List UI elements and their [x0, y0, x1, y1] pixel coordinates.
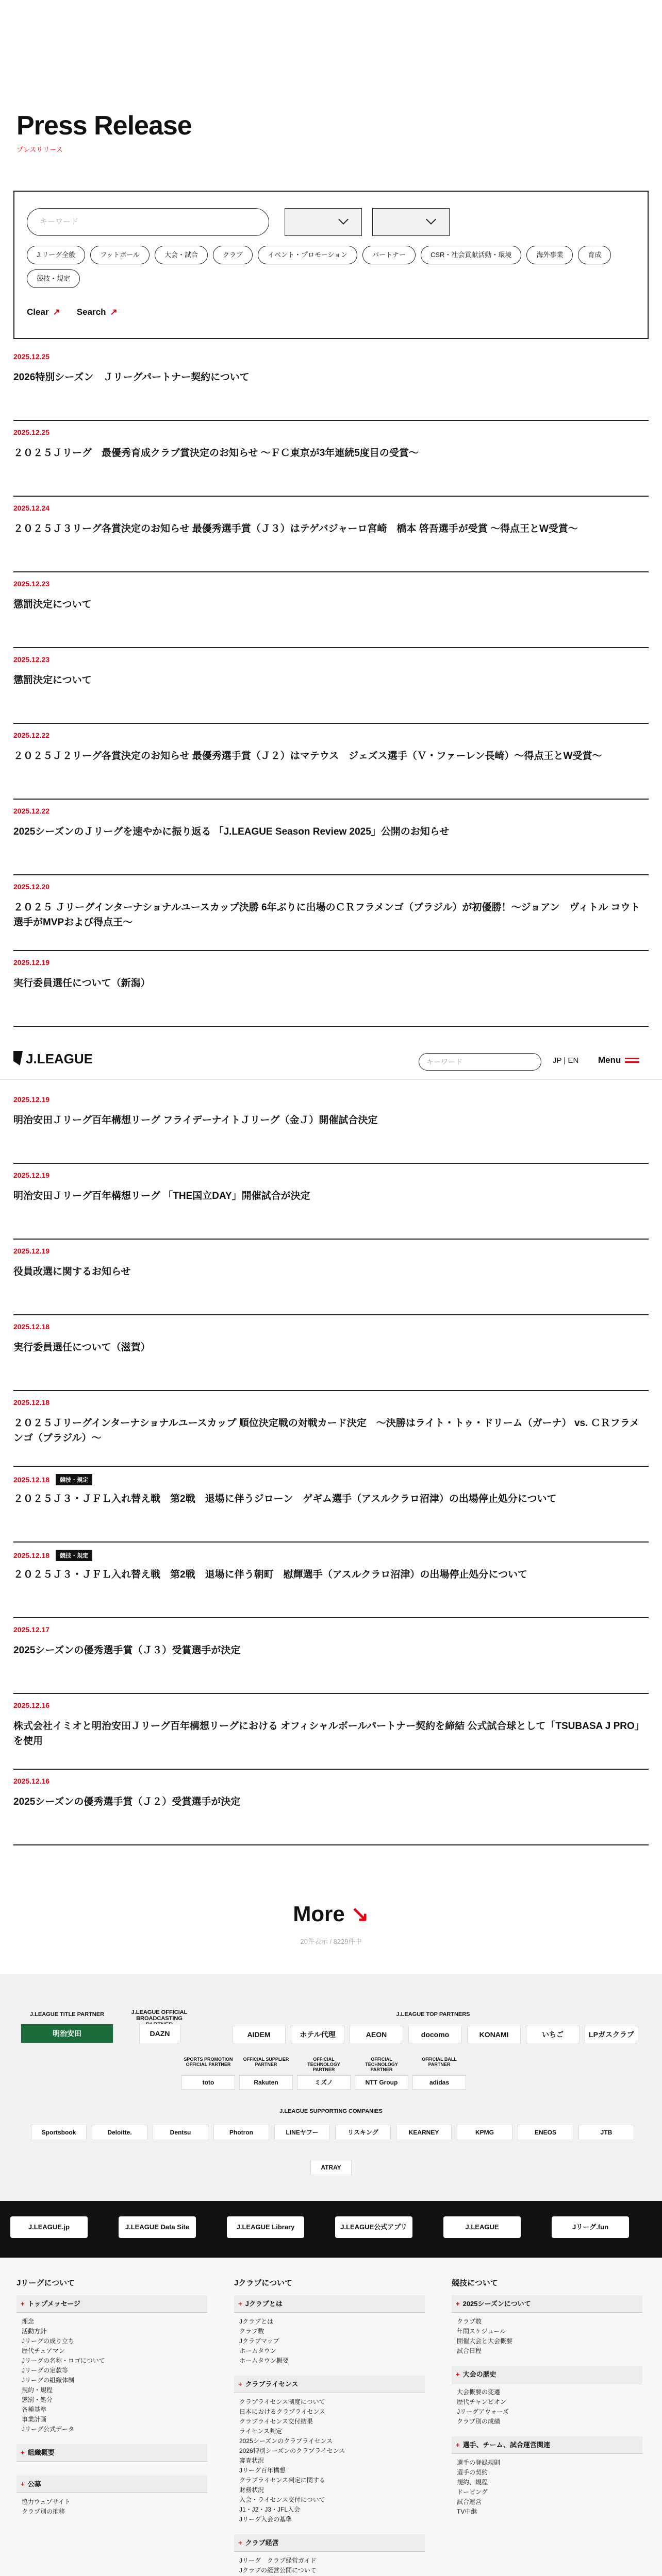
plus-icon: + [456, 2441, 460, 2449]
plus-icon: + [21, 2449, 25, 2456]
mid-partner-label: SPORTS PROMOTION OFFICIAL PARTNER [184, 2057, 233, 2067]
related-site-logo[interactable]: J.LEAGUE Data Site [119, 2216, 196, 2238]
news-item[interactable] [13, 724, 649, 800]
news-date-text: 2025.12.19 [13, 1247, 50, 1255]
news-date [13, 1171, 49, 1179]
mid-partner-logo[interactable]: adidas [412, 2075, 466, 2090]
related-sites [0, 2201, 662, 2258]
sitemap-category[interactable] [234, 2376, 425, 2393]
sitemap-link[interactable]: 試合日程 [457, 2347, 482, 2354]
tag-button[interactable]: CSR・社会貢献活動・環境 [421, 246, 521, 264]
mid-partner-logo[interactable]: toto [181, 2075, 235, 2090]
mid-partner-logo[interactable]: ミズノ [297, 2075, 351, 2090]
sitemap-heading[interactable]: Jクラブについて [234, 2279, 293, 2287]
supporting-logo[interactable]: Deloitte. [92, 2125, 147, 2140]
sitemap-link[interactable]: 年間スケジュール [457, 2328, 506, 2335]
title-partner-label: J.LEAGUE TITLE PARTNER [29, 2011, 105, 2018]
arrow-icon: ↗ [53, 307, 60, 317]
official-partner-label: J.LEAGUE OFFICIAL BROADCASTING [131, 2009, 188, 2022]
chevron-down-icon [426, 214, 436, 225]
plus-icon: + [456, 2300, 460, 2308]
supporting-logo[interactable]: Dentsu [153, 2125, 208, 2140]
hamburger-icon [625, 1058, 639, 1063]
sitemap-heading[interactable]: Jリーグについて [16, 2279, 75, 2287]
sitemap-link[interactable]: Jクラブの経営公開について [239, 2567, 317, 2574]
related-site-logo[interactable]: J.LEAGUE公式アプリ [335, 2216, 412, 2238]
news-headline[interactable]: 株式会社イミオと明治安田Ｊリーグ百年構想リーグにおける オフィシャルボールパートナー契約を締結 公式試合球として「TSUBASA J PRO」を使用 [13, 1721, 644, 1747]
mid-partner-label: OFFICIAL BALL PARTNER [422, 2057, 457, 2067]
extra-partner-logo[interactable]: ATRAY [310, 2160, 352, 2175]
news-date-text: 2025.12.18 [13, 1323, 50, 1331]
news-item[interactable] [13, 1467, 649, 1543]
sitemap-link[interactable]: 事業計画 [22, 2416, 47, 2423]
sitemap-link[interactable]: Jリーグ公式データ [22, 2426, 75, 2433]
sitemap-link[interactable]: 懲罰・処分 [22, 2396, 53, 2403]
supporting-label: J.LEAGUE SUPPORTING COMPANIES [279, 2108, 383, 2114]
news-headline[interactable]: ２０２５Ｊ２リーグ各賞決定のお知らせ 最優秀選手賞（Ｊ２）はマテウス ジェズス選手（Ｖ・ファーレン長崎）～得点王とW受賞～ [13, 751, 602, 761]
plus-icon: + [238, 2300, 242, 2308]
tag-button[interactable]: 競技・規定 [27, 269, 80, 288]
news-item[interactable] [13, 1543, 649, 1618]
news-date-text: 2025.12.25 [13, 352, 50, 361]
tag-button[interactable]: 育成 [578, 246, 611, 264]
sticky-header [0, 1039, 662, 1080]
news-date [13, 1474, 92, 1485]
news-headline[interactable]: ２０２５Ｊリーグ 最優秀育成クラブ賞決定のお知らせ ～ＦＣ東京が3年連続5度目の受賞～ [13, 448, 419, 459]
news-date-text: 2025.12.18 [13, 1551, 50, 1560]
sitemap-link[interactable]: 日本におけるクラブライセンス [239, 2408, 325, 2415]
sitemap-category[interactable] [452, 2366, 642, 2383]
top-partner-logo[interactable]: ホテル代理 [291, 2026, 344, 2043]
news-item[interactable] [13, 345, 649, 421]
news-date-text: 2025.12.22 [13, 807, 50, 815]
news-item[interactable] [13, 1315, 649, 1391]
news-headline[interactable]: 明治安田Ｊリーグ百年構想リーグ 「THE国立DAY」開催試合が決定 [13, 1191, 310, 1201]
supporting-logo[interactable]: JTB [578, 2125, 634, 2140]
tag-button[interactable]: フットボール [90, 246, 150, 264]
sitemap-category-label: 選手、チーム、試合運営関連 [462, 2441, 550, 2449]
sitemap-category[interactable] [16, 2476, 207, 2493]
keyword-input[interactable]: キーワード [27, 208, 269, 236]
news-date-text: 2025.12.23 [13, 580, 50, 588]
news-date [13, 1625, 49, 1634]
sitemap-category[interactable] [16, 2295, 207, 2313]
news-headline[interactable]: ２０２５Ｊ３・ＪＦＬ入れ替え戦 第2戦 退場に伴うジローン ゲギム選手（アスルクラロ沼津）の出場停止処分について [13, 1494, 557, 1504]
sitemap-link[interactable]: 大会概要の変遷 [457, 2388, 501, 2396]
sitemap-category-label: Jクラブとは [245, 2300, 283, 2308]
news-date [13, 1550, 92, 1561]
top-partner-logo[interactable]: LPガスクラブ [585, 2026, 638, 2043]
sitemap-link[interactable]: ドーピング [457, 2488, 488, 2496]
search-label: Search [76, 307, 106, 317]
tag-button[interactable]: 海外事業 [526, 246, 573, 264]
tag-list [27, 246, 635, 288]
sitemap-link[interactable]: 財務状況 [239, 2486, 264, 2494]
sitemap-link[interactable]: Jクラブとは [239, 2318, 274, 2325]
sitemap-category-label: トップメッセージ [27, 2300, 80, 2308]
tag-button[interactable]: パートナー [362, 246, 416, 264]
supporting-logo[interactable]: ENEOS [518, 2125, 573, 2140]
sitemap-link[interactable]: Jリーグアウォーズ [457, 2408, 509, 2415]
category-select[interactable] [285, 208, 362, 236]
top-partner-logo[interactable]: AIDEM [232, 2026, 286, 2043]
news-headline[interactable]: 2025シーズンのＪリーグを速やかに振り返る 「J.LEAGUE Season Review 2025」公開のお知らせ [13, 826, 450, 837]
news-date-text: 2025.12.19 [13, 958, 50, 967]
sitemap-link[interactable]: Jリーグの組織体制 [22, 2377, 75, 2384]
sitemap-link[interactable]: 協力ウェブサイト [22, 2498, 71, 2505]
news-date-text: 2025.12.16 [13, 1701, 50, 1709]
more-button[interactable] [0, 1901, 662, 1926]
sitemap-link[interactable]: 2025シーズンのクラブライセンス [239, 2437, 333, 2445]
sitemap-category-label: 公募 [27, 2480, 41, 2488]
page-title: Press Release [16, 111, 192, 141]
sitemap-link[interactable]: 選手の契約 [457, 2469, 488, 2476]
related-site-logo[interactable]: J.LEAGUE [443, 2216, 521, 2238]
news-date [13, 883, 49, 891]
category-badge: 競技・規定 [56, 1474, 92, 1485]
top-partner-logo[interactable]: KONAMI [467, 2026, 521, 2043]
news-item[interactable] [13, 421, 649, 497]
news-date [13, 1247, 49, 1255]
sitemap-link[interactable]: クラブ別の成績 [457, 2418, 501, 2425]
plus-icon: + [238, 2380, 242, 2388]
sitemap-link[interactable]: 各種基準 [22, 2406, 47, 2413]
sitemap-category[interactable] [452, 2436, 642, 2454]
news-date-text: 2025.12.16 [13, 1777, 50, 1785]
sitemap-link[interactable]: ホームタウン概要 [239, 2357, 289, 2364]
sitemap-category-label: クラブライセンス [245, 2380, 299, 2388]
sitemap-link[interactable]: クラブ数 [239, 2328, 264, 2335]
mid-partner-label: OFFICIAL SUPPLIER PARTNER [243, 2057, 289, 2067]
top-partner-logo[interactable]: いちご [526, 2026, 580, 2043]
sitemap-link[interactable]: 歴代チェアマン [22, 2347, 65, 2354]
sitemap-heading[interactable]: 競技について [452, 2279, 498, 2287]
sitemap-link[interactable]: 規約・規程 [22, 2386, 53, 2394]
news-date [13, 1701, 49, 1709]
tag-button[interactable]: J.リーグ全般 [27, 246, 85, 264]
news-date [13, 504, 49, 512]
news-headline[interactable]: 明治安田Ｊリーグ百年構想リーグ フライデーナイトＪリーグ（金Ｊ）開催試合決定 [13, 1115, 378, 1126]
news-date [13, 1323, 49, 1331]
mid-partner-logo[interactable]: Rakuten [239, 2075, 293, 2090]
top-partner-logo[interactable]: docomo [408, 2026, 462, 2043]
sitemap-link[interactable]: Jリーグ百年構想 [239, 2467, 286, 2474]
sitemap-link[interactable]: Jリーグ クラブ経営ガイド [239, 2557, 317, 2564]
sitemap-category-label: 大会の歴史 [462, 2370, 496, 2378]
news-headline[interactable]: 2025シーズンの優秀選手賞（Ｊ２）受賞選手が決定 [13, 1797, 241, 1807]
news-date-text: 2025.12.18 [13, 1398, 50, 1406]
sitemap-link[interactable]: J1・J2・J3・JFL入会 [239, 2506, 301, 2513]
sitemap-link[interactable]: クラブライセンス判定に関する [239, 2477, 325, 2484]
related-site-logo[interactable]: Jリーグ.fun [552, 2216, 629, 2238]
clear-button[interactable] [27, 307, 60, 317]
sitemap-link[interactable]: クラブライセンス制度について [239, 2398, 325, 2405]
sitemap-category[interactable] [452, 2295, 642, 2313]
sitemap-link[interactable]: Jリーグの成り立ち [22, 2337, 75, 2345]
news-date [13, 428, 49, 436]
menu-label: Menu [598, 1055, 621, 1065]
plus-icon: + [456, 2370, 460, 2378]
supporting-logo[interactable]: Sportsbook [31, 2125, 87, 2140]
sitemap-link[interactable]: 規約、規程 [457, 2479, 488, 2486]
sitemap-category[interactable] [234, 2534, 425, 2552]
sitemap-link[interactable]: ホームタウン [239, 2347, 277, 2354]
tag-button[interactable]: クラブ [213, 246, 253, 264]
tag-button[interactable]: 大会・試合 [155, 246, 208, 264]
news-date [13, 352, 49, 361]
jleague-logo[interactable] [13, 1051, 93, 1067]
header-search-input[interactable]: キーワード [419, 1053, 541, 1071]
plus-icon: + [238, 2539, 242, 2547]
news-headline[interactable]: 2026特別シーズン Ｊリーグパートナー契約について [13, 372, 250, 383]
news-date-text: 2025.12.19 [13, 1171, 50, 1179]
related-site-logo[interactable]: J.LEAGUE Library [227, 2216, 304, 2238]
arrow-icon: ↘ [351, 1902, 369, 1926]
official-partner-logo[interactable]: DAZN [139, 2024, 180, 2043]
top-partner-logo[interactable]: AEON [350, 2026, 403, 2043]
news-date [13, 731, 49, 739]
supporting-logo[interactable]: LINEヤフー [274, 2125, 330, 2140]
news-item[interactable] [13, 1240, 649, 1315]
news-item[interactable] [13, 1694, 649, 1770]
sitemap-category-label: 組織概要 [27, 2449, 55, 2456]
news-date [13, 580, 49, 588]
mid-partner-label: OFFICIAL TECHNOLOGY PARTNER [307, 2057, 340, 2072]
sitemap-link[interactable]: Jクラブマップ [239, 2337, 279, 2345]
sitemap-link[interactable]: 歴代チャンピオン [457, 2398, 506, 2405]
news-item[interactable] [13, 800, 649, 875]
language-switch[interactable]: JP | EN [553, 1056, 579, 1065]
sitemap [0, 2258, 662, 2576]
news-item[interactable] [13, 1088, 649, 1164]
news-item[interactable] [13, 1391, 649, 1467]
sitemap-link[interactable]: 試合運営 [457, 2498, 482, 2505]
news-date [13, 655, 49, 664]
sitemap-category[interactable] [16, 2444, 207, 2462]
news-date-text: 2025.12.19 [13, 1095, 50, 1104]
news-headline[interactable]: ２０２５Ｊリーグインターナショナルユースカップ 順位決定戦の対戦カード決定 ～決勝はライト・トゥ・ドリーム（ガーナ） vs. ＣＲフラメンゴ（ブラジル）～ [13, 1418, 640, 1444]
news-headline[interactable]: 役員改選に関するお知らせ [13, 1266, 131, 1277]
news-item[interactable] [13, 951, 649, 1027]
chevron-down-icon [338, 214, 349, 225]
more-label: More [293, 1902, 345, 1926]
sitemap-category[interactable] [234, 2295, 425, 2313]
sitemap-link[interactable]: 審査状況 [239, 2457, 264, 2464]
news-date [13, 1398, 49, 1406]
category-badge: 競技・規定 [56, 1550, 92, 1561]
news-date-text: 2025.12.18 [13, 1476, 50, 1484]
supporting-logo[interactable]: リスキング [335, 2125, 391, 2140]
news-headline[interactable]: 実行委員選任について（新潟） [13, 978, 151, 989]
news-date-text: 2025.12.22 [13, 731, 50, 739]
plus-icon: + [21, 2480, 25, 2488]
sitemap-link[interactable]: 理念 [22, 2318, 35, 2325]
news-date [13, 807, 49, 815]
logo-mark-icon [13, 1051, 23, 1065]
search-button[interactable] [77, 307, 118, 317]
news-item[interactable] [13, 648, 649, 724]
news-headline[interactable]: ２０２５Ｊ３・ＪＦＬ入れ替え戦 第2戦 退場に伴う朝町 慰輝選手（アスルクラロ沼津）の出場停止処分について [13, 1569, 528, 1580]
sitemap-link[interactable]: 選手の登録規則 [457, 2459, 501, 2466]
news-date-text: 2025.12.20 [13, 883, 50, 891]
sitemap-link[interactable]: クラブライセンス交付結果 [239, 2418, 313, 2425]
news-headline[interactable]: 懲罰決定について [13, 599, 92, 610]
news-date-text: 2025.12.17 [13, 1625, 50, 1634]
tag-button[interactable]: イベント・プロモーション [258, 246, 357, 264]
title-partner-logo[interactable]: 明治安田 [21, 2024, 113, 2043]
news-item[interactable] [13, 1618, 649, 1694]
news-item[interactable] [13, 497, 649, 572]
arrow-icon: ↗ [110, 307, 118, 317]
year-select[interactable] [372, 208, 450, 236]
news-date-text: 2025.12.25 [13, 428, 50, 436]
news-headline[interactable]: 懲罰決定について [13, 675, 92, 686]
clear-label: Clear [27, 307, 49, 317]
news-date-text: 2025.12.24 [13, 504, 50, 512]
news-item[interactable] [13, 1164, 649, 1240]
news-item[interactable] [13, 572, 649, 648]
partners-section [0, 1974, 662, 2201]
sitemap-link[interactable]: ライセンス判定 [239, 2428, 282, 2435]
news-item[interactable] [13, 875, 649, 951]
news-headline[interactable]: 2025シーズンの優秀選手賞（Ｊ３）受賞選手が決定 [13, 1645, 241, 1656]
related-site-logo[interactable]: J.LEAGUE.jp [10, 2216, 88, 2238]
mid-partner-label: OFFICIAL TECHNOLOGY PARTNER [365, 2057, 398, 2072]
news-headline[interactable]: ２０２５Ｊ３リーグ各賞決定のお知らせ 最優秀選手賞（Ｊ３）はテゲバジャーロ宮崎 橋本 啓吾選手が受賞 ～得点王とW受賞～ [13, 523, 578, 534]
sitemap-link[interactable]: TV中継 [457, 2508, 477, 2515]
news-headline[interactable]: 実行委員選任について（滋賀） [13, 1342, 151, 1353]
supporting-logo[interactable]: Photron [213, 2125, 269, 2140]
news-date [13, 958, 49, 967]
sitemap-link[interactable]: 活動方針 [22, 2328, 47, 2335]
plus-icon: + [21, 2300, 25, 2308]
news-headline[interactable]: ２０２５ Ｊリーグインターナショナルユースカップ決勝 6年ぶりに出場のＣＲフラメンゴ（ブラジル）が初優勝！～ジョアン ヴィトル コウト選手がMVPおよび得点王～ [13, 902, 640, 928]
sitemap-category-label: 2025シーズンについて [462, 2300, 531, 2308]
page-subtitle: プレスリリース [16, 146, 63, 154]
supporting-logo[interactable]: KPMG [457, 2125, 512, 2140]
sitemap-link[interactable]: クラブ別の推移 [22, 2508, 65, 2515]
news-date [13, 1095, 49, 1104]
search-panel [13, 191, 649, 339]
sitemap-link[interactable]: 入会・ライセンス交付について [239, 2496, 325, 2503]
news-date [13, 1777, 49, 1785]
sitemap-link[interactable]: Jリーグの定款等 [22, 2367, 69, 2374]
mid-partner-logo[interactable]: NTT Group [355, 2075, 408, 2090]
sitemap-link[interactable]: 2026特別シーズンのクラブライセンス [239, 2447, 345, 2454]
sitemap-category-label: クラブ経営 [245, 2539, 279, 2547]
news-date-text: 2025.12.23 [13, 655, 50, 664]
result-count: 20件表示 / 8229件中 [300, 1938, 362, 1945]
sitemap-link[interactable]: 開催大会と大会概要 [457, 2337, 513, 2345]
top-partners-label: J.LEAGUE TOP PARTNERS [396, 2011, 470, 2018]
supporting-logo[interactable]: KEARNEY [396, 2125, 452, 2140]
news-item[interactable] [13, 1770, 649, 1845]
sitemap-link[interactable]: Jリーグ入会の基準 [239, 2516, 292, 2523]
menu-button[interactable] [598, 1055, 639, 1065]
sitemap-link[interactable]: クラブ数 [457, 2318, 482, 2325]
sitemap-link[interactable]: Jリーグの名称・ロゴについて [22, 2357, 105, 2364]
logo-text: J.LEAGUE [26, 1051, 93, 1066]
